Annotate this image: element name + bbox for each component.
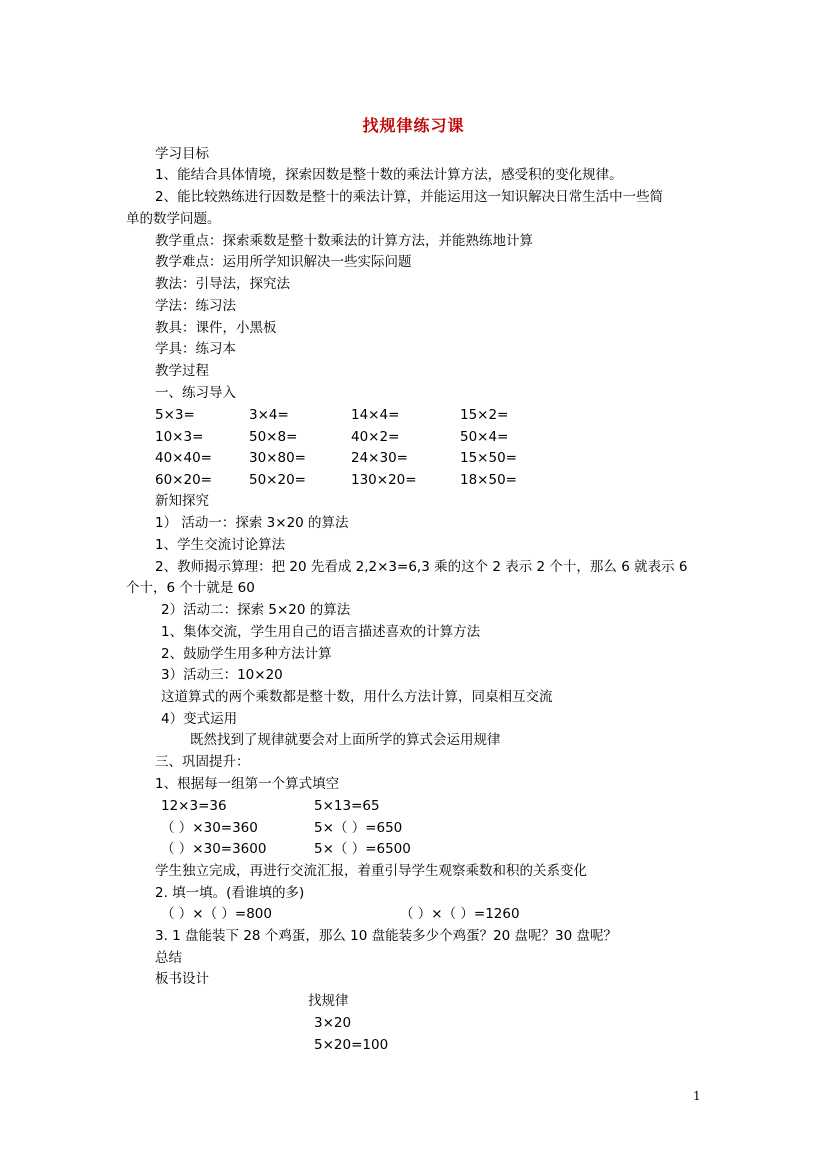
learning-tools: 学具：练习本 xyxy=(155,341,236,357)
warmup-cell: 30×80= xyxy=(249,450,306,466)
activity-4: 4）变式运用 xyxy=(161,711,238,727)
board-line-1: 3×20 xyxy=(314,1015,352,1031)
goals-heading: 学习目标 xyxy=(155,146,209,162)
warmup-cell: 15×50= xyxy=(460,450,517,466)
warmup-cell: 3×4= xyxy=(249,407,289,423)
activity-4-desc: 既然找到了规律就要会对上面所学的算式会运用规律 xyxy=(190,732,501,748)
question-2-right: （ ）×（ ）=1260 xyxy=(400,906,520,922)
activity-1: 1） 活动一：探索 3×20 的算法 xyxy=(155,515,349,531)
warmup-cell: 24×30= xyxy=(351,450,408,466)
warmup-cell: 50×4= xyxy=(460,429,509,445)
fill-row-3-left: （ ）×30=3600 xyxy=(161,841,267,857)
part3-heading: 三、巩固提升： xyxy=(155,754,250,770)
learning-method: 学法：练习法 xyxy=(155,298,236,314)
warmup-cell: 60×20= xyxy=(155,472,212,488)
fill-note: 学生独立完成，再进行交流汇报，着重引导学生观察乘数和积的关系变化 xyxy=(155,863,587,879)
warmup-cell: 10×3= xyxy=(155,429,204,445)
warmup-cell: 130×20= xyxy=(351,472,417,488)
activity-3: 3）活动三：10×20 xyxy=(161,667,283,683)
fill-row-1-left: 12×3=36 xyxy=(161,798,227,814)
warmup-cell: 50×8= xyxy=(249,429,298,445)
goal-2-line-2: 单的数学问题。 xyxy=(126,211,221,227)
summary-heading: 总结 xyxy=(155,950,182,966)
part1-heading: 一、练习导入 xyxy=(155,385,236,401)
warmup-cell: 15×2= xyxy=(460,407,509,423)
goal-2-line-1: 2、能比较熟练进行因数是整十的乘法计算，并能运用这一知识解决日常生活中一些简 xyxy=(155,189,664,205)
activity-2-step-1: 1、集体交流，学生用自己的语言描述喜欢的计算方法 xyxy=(161,624,481,640)
warmup-cell: 40×40= xyxy=(155,450,212,466)
warmup-cell: 18×50= xyxy=(460,472,517,488)
warmup-cell: 14×4= xyxy=(351,407,400,423)
activity-1-step-1: 1、学生交流讨论算法 xyxy=(155,537,286,553)
fill-row-3-right: 5×（ ）=6500 xyxy=(314,841,411,857)
fill-row-2-right: 5×（ ）=650 xyxy=(314,820,403,836)
teaching-method: 教法：引导法，探究法 xyxy=(155,276,290,292)
goal-1: 1、能结合具体情境，探索因数是整十数的乘法计算方法，感受积的变化规律。 xyxy=(155,167,623,183)
question-3: 3. 1 盘能装下 28 个鸡蛋，那么 10 盘能装多少个鸡蛋？20 盘呢？30 盘呢？ xyxy=(155,928,618,944)
teaching-tools: 教具：课件，小黑板 xyxy=(155,320,277,336)
activity-2: 2）活动二：探索 5×20 的算法 xyxy=(161,602,351,618)
fill-row-2-left: （ ）×30=360 xyxy=(161,820,258,836)
key-point: 教学重点：探索乘数是整十数乘法的计算方法，并能熟练地计算 xyxy=(155,233,533,249)
warmup-cell: 40×2= xyxy=(351,429,400,445)
question-2: 2. 填一填。(看谁填的多) xyxy=(155,885,305,901)
fill-row-1-right: 5×13=65 xyxy=(314,798,380,814)
fill-heading: 1、根据每一组第一个算式填空 xyxy=(155,776,340,792)
warmup-cell: 50×20= xyxy=(249,472,306,488)
document-title: 找规律练习课 xyxy=(362,116,465,135)
board-line-2: 5×20=100 xyxy=(314,1037,389,1053)
warmup-cell: 5×3= xyxy=(155,407,195,423)
process-heading: 教学过程 xyxy=(155,363,209,379)
board-design-heading: 板书设计 xyxy=(155,971,209,987)
board-title: 找规律 xyxy=(308,993,349,1009)
activity-1-step-2-line-1: 2、教师揭示算理：把 20 先看成 2,2×3=6,3 乘的这个 2 表示 2 个十，那么 6 就表示 6 xyxy=(155,559,688,575)
page-number: 1 xyxy=(693,1089,701,1103)
activity-3-desc: 这道算式的两个乘数都是整十数，用什么方法计算，同桌相互交流 xyxy=(161,689,553,705)
activity-1-step-2-line-2: 个十，6 个十就是 60 xyxy=(126,580,255,596)
question-2-left: （ ）×（ ）=800 xyxy=(161,906,272,922)
difficulty: 教学难点：运用所学知识解决一些实际问题 xyxy=(155,254,412,270)
new-knowledge-heading: 新知探究 xyxy=(155,493,209,509)
activity-2-step-2: 2、鼓励学生用多种方法计算 xyxy=(161,646,332,662)
